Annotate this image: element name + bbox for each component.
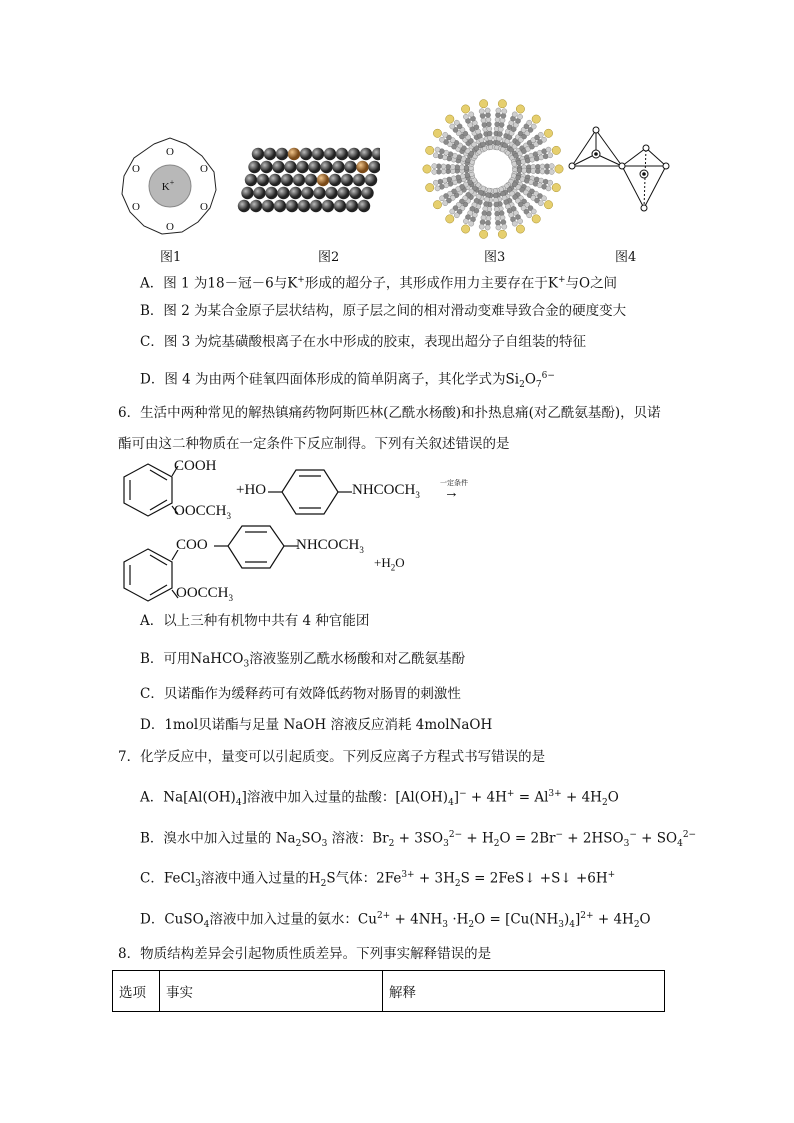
- micelle-atom: [485, 108, 490, 113]
- micelle-atom: [432, 164, 437, 169]
- micelle-atom: [494, 207, 499, 212]
- micelle-atom: [548, 153, 553, 158]
- atom: [300, 148, 312, 160]
- micelle-atom: [501, 113, 506, 118]
- micelle-head: [532, 215, 540, 223]
- micelle-head: [433, 129, 441, 137]
- micelle-atom: [496, 140, 501, 145]
- micelle-atom: [543, 154, 548, 159]
- atom: [274, 200, 286, 212]
- atom: [277, 187, 289, 199]
- micelle-atom: [546, 147, 551, 152]
- micelle-atom: [442, 155, 447, 160]
- micelle-atom: [521, 159, 526, 164]
- micelle-atom: [545, 164, 550, 169]
- table-header-row: [113, 971, 665, 1012]
- atom: [248, 161, 260, 173]
- micelle-atom: [501, 220, 506, 225]
- q5-option-c: C．图 3 为烷基磺酸根离子在水中形成的胶束，表现出超分子自组装的特征: [140, 334, 587, 350]
- cooh-group: COOH: [174, 458, 217, 474]
- micelle-head: [516, 105, 524, 113]
- q6-option-c: C．贝诺酯作为缓释药可有效降低药物对肠胃的刺激性: [140, 686, 461, 702]
- atom: [284, 161, 296, 173]
- atom: [349, 187, 361, 199]
- atom: [289, 187, 301, 199]
- micelle-atom: [545, 169, 550, 174]
- atom: [346, 200, 358, 212]
- micelle-atom: [494, 202, 499, 207]
- micelle-atom: [495, 211, 500, 216]
- atom: [348, 148, 360, 160]
- micelle-atom: [488, 140, 493, 145]
- micelle-atom: [464, 165, 469, 170]
- atom: [308, 161, 320, 173]
- atom: [337, 187, 349, 199]
- micelle-atom: [435, 186, 440, 191]
- atom: [260, 161, 272, 173]
- atom: [281, 174, 293, 186]
- atom: [361, 187, 373, 199]
- atom: [269, 174, 281, 186]
- oxygen-label: O: [166, 146, 174, 158]
- micelle-atom: [539, 155, 544, 160]
- micelle-atom: [512, 221, 517, 226]
- micelle-head: [433, 201, 441, 209]
- micelle-atom: [531, 168, 536, 173]
- micelle-atom: [541, 137, 546, 142]
- micelle-atom: [483, 206, 488, 211]
- micelle-atom: [435, 147, 440, 152]
- atom: [252, 148, 264, 160]
- micelle-atom: [500, 118, 505, 123]
- micelle-atom: [486, 122, 491, 127]
- micelle-atom: [522, 168, 527, 173]
- micelle-atom: [497, 131, 502, 136]
- atom: [293, 174, 305, 186]
- micelle-head: [446, 215, 454, 223]
- q5-option-b: B．图 2 为某合金原子层状结构，原子层之间的相对滑动变难导致合金的硬度变大: [140, 303, 627, 319]
- atom: [286, 200, 298, 212]
- micelle-atom: [450, 164, 455, 169]
- micelle-head: [461, 105, 469, 113]
- micelle-head: [446, 115, 454, 123]
- micelle-atom: [540, 169, 545, 174]
- figure-3-micelle: [422, 98, 564, 240]
- micelle-atom: [549, 169, 554, 174]
- atom: [253, 187, 265, 199]
- micelle-head: [479, 230, 487, 238]
- micelle-atom: [485, 225, 490, 230]
- micelle-atom: [486, 117, 491, 122]
- micelle-head: [555, 165, 563, 173]
- micelle-head: [544, 201, 552, 209]
- micelle-atom: [439, 137, 444, 142]
- micelle-atom: [480, 113, 485, 118]
- micelle-head: [516, 225, 524, 233]
- micelle-atom: [459, 165, 464, 170]
- micelle-atom: [518, 219, 523, 224]
- atom: [238, 200, 250, 212]
- micelle-atom: [433, 180, 438, 185]
- micelle-head: [552, 183, 560, 191]
- micelle-atom: [463, 219, 468, 224]
- atom: [310, 200, 322, 212]
- micelle-atom: [460, 174, 465, 179]
- micelle-atom: [543, 179, 548, 184]
- micelle-atom: [531, 124, 536, 129]
- micelle-atom: [495, 216, 500, 221]
- ooccch3-group: $OOCCH_3$: [174, 503, 232, 521]
- micelle-atom: [548, 180, 553, 185]
- q8-stem: 8．物质结构差异会引起物质性质差异。下列事实解释错误的是: [118, 946, 492, 962]
- micelle-atom: [433, 153, 438, 158]
- atom: [298, 200, 310, 212]
- atom: [250, 200, 262, 212]
- micelle-atom: [454, 213, 459, 218]
- micelle-atom: [527, 213, 532, 218]
- oxygen-label: O: [132, 163, 140, 175]
- micelle-atom: [493, 193, 498, 198]
- micelle-atom: [439, 196, 444, 201]
- micelle-atom: [484, 197, 489, 202]
- q6-option-d: D．1mol贝诺酯与足量 NaOH 溶液反应消耗 4molNaOH: [140, 717, 493, 733]
- q7-option-d: D．CuSO$_4$溶液中加入过量的氨水：$Cu^{2+} + 4NH_3 \cdot H_2O = [Cu(NH_3)_4]^{2+} + 4H_2O$: [140, 911, 651, 931]
- micelle-atom: [482, 211, 487, 216]
- figure-caption: 图2: [318, 250, 340, 265]
- micelle-atom: [451, 176, 456, 181]
- micelle-atom: [495, 117, 500, 122]
- benorilate-aryl-ring: [214, 522, 298, 574]
- q6-option-a: A．以上三种有机物中共有 4 种官能团: [140, 613, 370, 629]
- oxygen-label: O: [200, 201, 208, 213]
- atom: [324, 148, 336, 160]
- micelle-atom: [443, 132, 448, 137]
- micelle-head: [532, 115, 540, 123]
- micelle-atom: [496, 108, 501, 113]
- atom: [360, 148, 372, 160]
- micelle-atom: [527, 120, 532, 125]
- atom: [264, 148, 276, 160]
- atom: [344, 161, 356, 173]
- oxygen-label: O: [132, 201, 140, 213]
- water-product: $+H_2O$: [374, 555, 405, 573]
- micelle-atom: [499, 122, 504, 127]
- atom: [262, 200, 274, 212]
- micelle-atom: [531, 209, 536, 214]
- micelle-atom: [549, 164, 554, 169]
- potassium-label: K+: [161, 178, 175, 193]
- micelle-atom: [498, 127, 503, 132]
- micelle-atom: [500, 215, 505, 220]
- micelle-atom: [525, 158, 530, 163]
- figure-1-crown-ether: [118, 134, 222, 238]
- micelle-head: [544, 129, 552, 137]
- q6-stem: 6．生活中两种常见的解热镇痛药物阿斯匹林(乙酰水杨酸)和扑热息痛(对乙酰氨基酚)，贝诺: [118, 405, 661, 421]
- micelle-atom: [454, 120, 459, 125]
- micelle-atom: [441, 169, 446, 174]
- atom: [325, 187, 337, 199]
- micelle-head: [498, 230, 506, 238]
- q7-option-c: C．FeCl$_3$溶液中通入过量的$H_2S$气体：$2Fe^{3+} + 3H_2S$ = 2FeS↓ +S↓ +6H+: [140, 870, 616, 890]
- atom: [313, 187, 325, 199]
- micelle-atom: [541, 196, 546, 201]
- micelle-atom: [484, 202, 489, 207]
- atom: [257, 174, 269, 186]
- q7-option-a: A．$Na[Al(OH)_4]$溶液中加入过量的盐酸：$[Al(OH)_4]^- + 4H^+ = Al^{3+} + 4H_2O$: [140, 789, 619, 809]
- atom: [336, 148, 348, 160]
- figure-4-silicate-tetrahedra: [566, 124, 676, 216]
- micelle-atom: [487, 131, 492, 136]
- micelle-atom: [530, 157, 535, 162]
- q7-option-b: B．溴水中加入过量的 $Na_2SO_3$ 溶液：$Br_2 + 3SO_3^{2-} + H_2O = 2Br^- + 2HSO_3^- + SO_4^{2-}$: [140, 830, 697, 850]
- micelle-atom: [436, 164, 441, 169]
- table-header-explanation: 解释: [383, 971, 665, 1012]
- micelle-atom: [481, 118, 486, 123]
- micelle-atom: [546, 186, 551, 191]
- micelle-head: [423, 165, 431, 173]
- oxygen-label: O: [166, 221, 174, 233]
- atom: [265, 187, 277, 199]
- micelle-atom: [496, 225, 501, 230]
- q7-stem: 7．化学反应中，量变可以引起质变。下列反应离子方程式书写错误的是: [118, 749, 546, 765]
- micelle-head: [426, 146, 434, 154]
- atom: [312, 148, 324, 160]
- micelle-atom: [463, 114, 468, 119]
- atom: [341, 174, 353, 186]
- micelle-atom: [487, 126, 492, 131]
- micelle-atom: [450, 124, 455, 129]
- atom: [332, 161, 344, 173]
- figure-caption: 图4: [615, 250, 637, 265]
- micelle-atom: [438, 179, 443, 184]
- micelle-atom: [441, 164, 446, 169]
- micelle-atom: [502, 224, 507, 229]
- atom: [301, 187, 313, 199]
- micelle-atom: [481, 215, 486, 220]
- micelle-atom: [518, 114, 523, 119]
- micelle-atom: [539, 178, 544, 183]
- table-header-fact: 事实: [160, 971, 383, 1012]
- micelle-head: [461, 225, 469, 233]
- figure-2-alloy-layers: [234, 146, 380, 218]
- atom: [320, 161, 332, 173]
- atom: [372, 148, 380, 160]
- micelle-atom: [480, 220, 485, 225]
- paracetamol-ring: [268, 466, 352, 518]
- micelle-atom: [442, 178, 447, 183]
- product-nhcoch3: $NHCOCH_3$: [296, 537, 364, 555]
- product-ooccch3: $OOCCH_3$: [176, 585, 234, 603]
- oxygen-label: O: [200, 163, 208, 175]
- atom: [296, 161, 308, 173]
- micelle-atom: [432, 169, 437, 174]
- reaction-condition: 一定条件: [440, 479, 468, 487]
- nhcoch3-group: $NHCOCH_3$: [352, 482, 420, 500]
- atom: [358, 200, 370, 212]
- atom: [368, 161, 380, 173]
- atom: [334, 200, 346, 212]
- q5-option-a: A．图 1 为18－冠－6与K+形成的超分子，其形成作用力主要存在于K+与O之间: [140, 275, 618, 292]
- reaction-arrow: →: [444, 485, 459, 501]
- atom: [272, 161, 284, 173]
- micelle-atom: [443, 201, 448, 206]
- micelle-atom: [438, 154, 443, 159]
- micelle-atom: [469, 112, 474, 117]
- micelle-atom: [446, 164, 451, 169]
- micelle-atom: [538, 201, 543, 206]
- atom: [288, 148, 300, 160]
- micelle-atom: [469, 221, 474, 226]
- micelle-atom: [540, 164, 545, 169]
- micelle-atom: [479, 224, 484, 229]
- micelle-atom: [517, 168, 522, 173]
- micelle-atom: [479, 109, 484, 114]
- micelle-head: [498, 100, 506, 108]
- figure-caption: 图3: [484, 250, 506, 265]
- atom: [353, 174, 365, 186]
- q6-option-b: B．可用NaHCO$_3$溶液鉴别乙酰水杨酸和对乙酰氨基酚: [140, 651, 466, 670]
- micelle-head: [426, 183, 434, 191]
- atom: [322, 200, 334, 212]
- micelle-atom: [485, 193, 490, 198]
- atom: [365, 174, 377, 186]
- micelle-head: [479, 100, 487, 108]
- q6-stem: 酯可由这二种物质在一定条件下反应制得。下列有关叙述错误的是: [118, 436, 510, 452]
- q8-table: [112, 970, 665, 1012]
- q5-option-d: D．图 4 为由两个硅氧四面体形成的简单阴离子，其化学式为$Si_2O_7^{6-}$: [140, 371, 555, 391]
- micelle-atom: [436, 169, 441, 174]
- atom: [305, 174, 317, 186]
- micelle-atom: [486, 216, 491, 221]
- table-header-option: 选项: [113, 971, 160, 1012]
- figure-caption: 图1: [160, 250, 182, 265]
- micelle-atom: [535, 169, 540, 174]
- atom: [356, 161, 368, 173]
- micelle-atom: [456, 175, 461, 180]
- atom: [329, 174, 341, 186]
- micelle-head: [552, 146, 560, 154]
- micelle-atom: [496, 136, 501, 141]
- micelle-atom: [502, 109, 507, 114]
- coo-group: COO: [176, 537, 208, 553]
- micelle-atom: [538, 132, 543, 137]
- atom: [317, 174, 329, 186]
- atom: [241, 187, 253, 199]
- ho-reagent: +HO: [236, 482, 267, 498]
- atom: [245, 174, 257, 186]
- atom: [276, 148, 288, 160]
- micelle-atom: [450, 209, 455, 214]
- micelle-atom: [512, 112, 517, 117]
